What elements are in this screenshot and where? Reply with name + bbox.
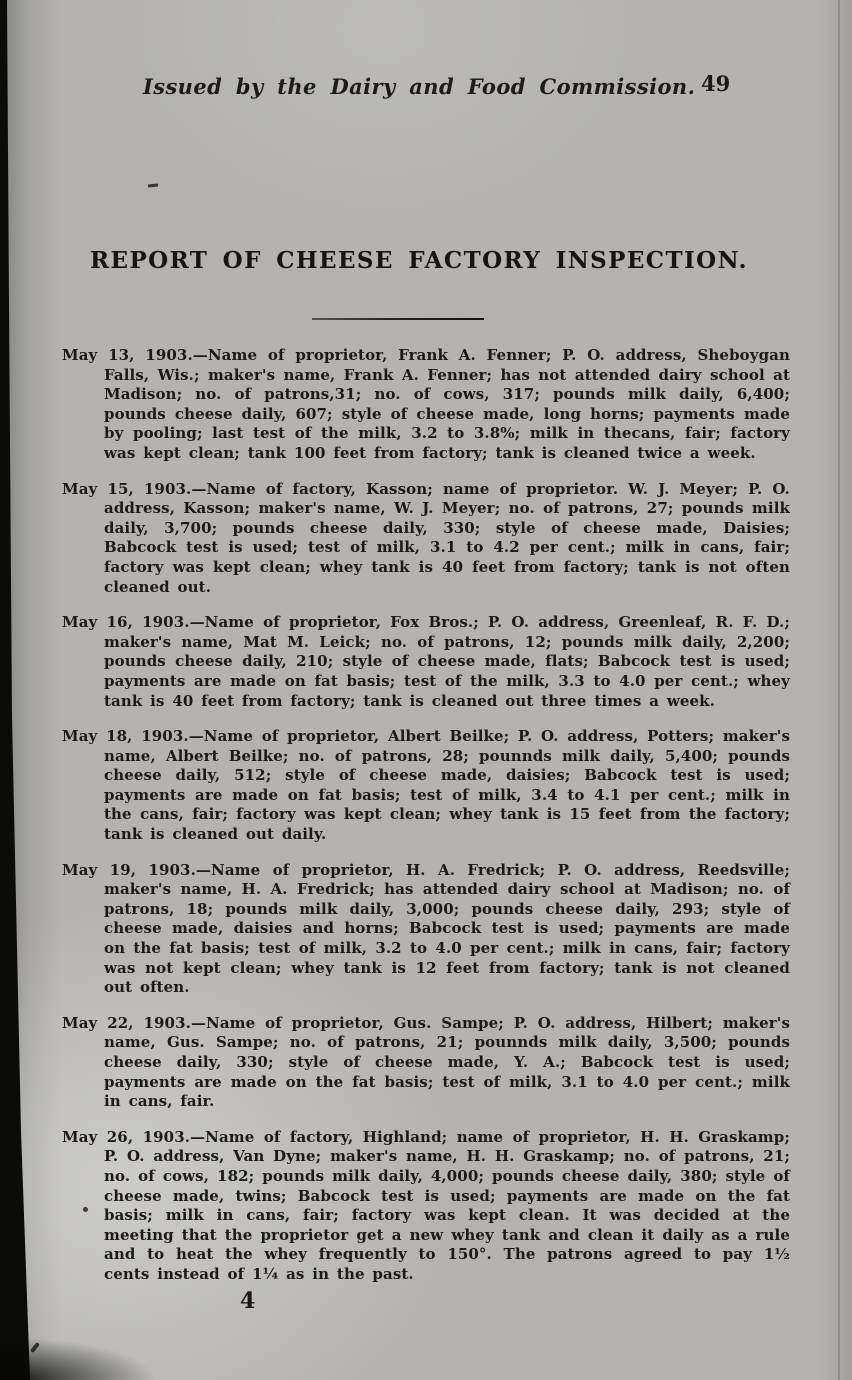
entry-date: May 26, 1903. <box>62 1127 191 1146</box>
entry-date: May 19, 1903. <box>62 860 196 879</box>
page-binding-shadow <box>0 0 32 1380</box>
page-edge-line <box>838 0 840 1380</box>
entry-text: —Name of proprietor, H. A. Fredrick; P. O. address, Reedsville; maker's name, H. A. Fredrick; has attended dairy school at Madison; no. of patrons, 18; pounds milk daily, 3,000; pounds cheese daily, 293; style of cheese made, daisies and horns; Babcock test is used; payments are made on the fat basis; test of milk, 3.2 to 4.0 per cent.; milk in cans, fair; factory was not kept clean; whey tank is 12 feet from factory; tank is not cleaned out often. <box>104 860 790 997</box>
inspection-entry <box>62 727 790 845</box>
entry-date: May 16, 1903. <box>62 613 190 632</box>
ink-speck <box>148 183 158 187</box>
entry-date: May 18, 1903. <box>62 727 189 746</box>
inspection-entry <box>62 480 790 598</box>
entry-text: —Name of factory, Kasson; name of proprietor. W. J. Meyer; P. O. address, Kasson; maker's name, W. J. Meyer; no. of patrons, 27; pounds milk daily, 3,700; pounds cheese daily, 330; style of cheese made, Daisies; Babcock test is used; test of milk, 3.1 to 4.2 per cent.; milk in cans, fair; factory was kept clean; whey tank is 40 feet from factory; tank is not often cleaned out. <box>104 479 790 596</box>
signature-number: 4 <box>240 1288 256 1314</box>
entry-text: —Name of proprietor, Frank A. Fenner; P. O. address, Sheboygan Falls, Wis.; maker's name, Frank A. Fenner; has not attended dairy school at Madison; no. of patrons,31; no. of cows, 317; pounds milk daily, 6,400; pounds cheese daily, 607; style of cheese made, long horns; payments made by pooling; last test of the milk, 3.2 to 3.8%; milk in thecans, fair; factory was kept clean; tank 100 feet from factory; tank is cleaned twice a week. <box>104 346 790 462</box>
page-number: 49 <box>701 71 731 96</box>
entry-date: May 22, 1903. <box>62 1013 191 1032</box>
inspection-entry <box>62 1128 790 1285</box>
title-divider-rule <box>312 318 484 320</box>
inspection-entry <box>62 613 790 711</box>
entry-text: —Name of proprietor, Gus. Sampe; P. O. address, Hilbert; maker's name, Gus. Sampe; no. of patrons, 21; pounnds milk daily, 3,500; pounds cheese daily, 330; style of cheese made, Y. A.; Babcock test is used; payments are made on the fat basis; test of milk, 3.1 to 4.0 per cent.; milk in cans, fair. <box>104 1013 790 1111</box>
entry-text: —Name of proprietor, Albert Beilke; P. O. address, Potters; maker's name, Albert Beilke; no. of patrons, 28; pounnds milk daily, 5,400; pounds cheese daily, 512; style of cheese made, daisies; Babcock test is used; payments are made on fat basis; test of milk, 3.4 to 4.1 per cent.; milk in the cans, fair; factory was kept clean; whey tank is 15 feet from the factory; tank is cleaned out daily. <box>104 727 791 844</box>
entry-date: May 15, 1903. <box>62 479 192 498</box>
inspection-entry <box>62 346 790 464</box>
entry-text: —Name of factory, Highland; name of proprietor, H. H. Graskamp; P. O. address, Van Dyne; maker's name, H. H. Graskamp; no. of patrons, 21; no. of cows, 182; pounds milk daily, 4,000; pounds cheese daily, 380; style of cheese made, twins; Babcock test is used; payments are made on the fat basis; milk in cans, fair; factory was kept clean. It was decided at the meeting that the proprietor get a new whey tank and clean it daily as a rule and to heat the whey frequently to 150°. The patrons agreed to pay 1½ cents instead of 1¼ as in the past. <box>104 1127 790 1283</box>
inspection-entry <box>62 861 790 998</box>
inspection-entries <box>62 346 790 1301</box>
page-title: REPORT OF CHEESE FACTORY INSPECTION. <box>90 247 748 274</box>
ink-speck <box>83 1207 88 1212</box>
inspection-entry <box>62 1014 790 1112</box>
entry-text: —Name of proprietor, Fox Bros.; P. O. address, Greenleaf, R. F. D.; maker's name, Mat M. Leick; no. of patrons, 12; pounds milk daily, 2,200; pounds cheese daily, 210; style of cheese made, flats; Babcock test is used; payments are made on fat basis; test of the milk, 3.3 to 4.0 per cent.; whey tank is 40 feet from factory; tank is cleaned out three times a week. <box>104 613 790 710</box>
page-header <box>0 71 852 104</box>
running-title: Issued by the Dairy and Food Commission. <box>143 74 696 99</box>
entry-date: May 13, 1903. <box>62 346 193 364</box>
